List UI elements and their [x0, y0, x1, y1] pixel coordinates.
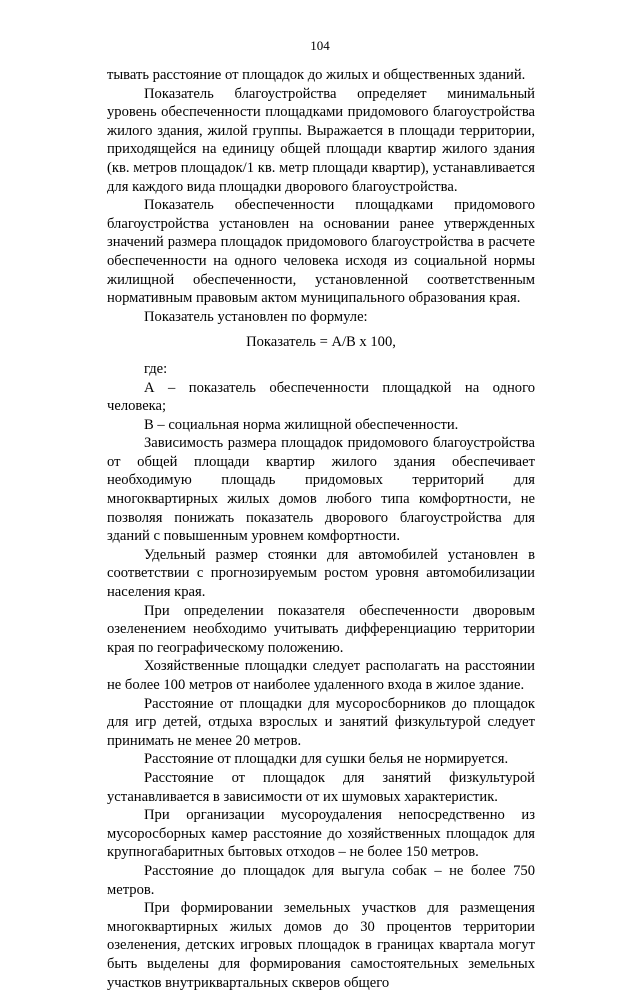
paragraph: Показатель обеспеченности площадками придомового благоустройства установлен на основании ранее утвержденных значений размера площадок придомового благоустройства в расчете обеспеченности на одного человека исходя из социальной нормы жилищной обеспеченности, установленной соответственным нормативным правовым актом муниципального образования края.	[107, 197, 535, 307]
paragraph-continuation: тывать расстояние от площадок до жилых и общественных зданий.	[107, 67, 526, 83]
paragraph: Показатель установлен по формуле:	[144, 308, 368, 325]
paragraph: Хозяйственные площадки следует располагать на расстоянии не более 100 метров от наиболее удаленного входа в жилое здание.	[107, 658, 535, 693]
paragraph: Расстояние до площадок для выгула собак – не более 750 метров.	[107, 862, 535, 898]
paragraph: При определении показателя обеспеченности дворовым озеленением необходимо учитывать дифференциацию территории края по географическому положению.	[107, 602, 535, 656]
paragraph: Показатель благоустройства определяет минимальный уровень обеспеченности площадками придомового благоустройства жилого здания, жилой группы. Выражается в площади территории, приходящейся на единицу общей площади квартир жилого здания (кв. метров площадок/1 кв. метр площади квартир), устанавливается для каждого вида площадки дворового благоустройства.	[107, 85, 535, 195]
paragraph: Расстояние от площадок для занятий физкультурой устанавливается в зависимости от их шумовых характеристик.	[107, 769, 535, 805]
paragraph: Расстояние от площадки для сушки белья не нормируется.	[144, 751, 509, 768]
formula: Показатель = А/В х 100,	[246, 334, 396, 351]
document-body	[107, 66, 535, 992]
paragraph: Зависимость размера площадок придомового благоустройства от общей площади квартир жилого здания обеспечивает необходимую площадь придомовых территорий для многоквартирных жилых домов любого типа комфортности, не позволяя понижать показатель дворового благоустройства для зданий с повышенным уровнем комфортности.	[107, 435, 535, 545]
formula-definition-a: А – показатель обеспеченности площадкой на одного человека;	[107, 379, 535, 415]
paragraph: Расстояние от площадки для мусоросборников до площадок для игр детей, отдыха взрослых и занятий физкультурой следует принимать не менее 20 метров.	[107, 695, 535, 749]
formula-definition-b: В – социальная норма жилищной обеспеченности.	[144, 416, 459, 433]
paragraph: Удельный размер стоянки для автомобилей установлен в соответствии с прогнозируемым ростом уровня автомобилизации населения края.	[107, 546, 535, 601]
formula-where: где:	[144, 360, 168, 377]
paragraph: При организации мусороудаления непосредственно из мусоросборных камер расстояние до хозяйственных площадок для крупногабаритных бытовых отходов – не более 150 метров.	[107, 807, 535, 861]
page-number: 104	[310, 38, 330, 53]
paragraph: При формировании земельных участков для размещения многоквартирных жилых домов до 30 процентов территории озеленения, детских игровых площадок в границах квартала могут быть выделены для формирования самостоятельных земельных участков внутриквартальных скверов общего	[107, 900, 535, 991]
